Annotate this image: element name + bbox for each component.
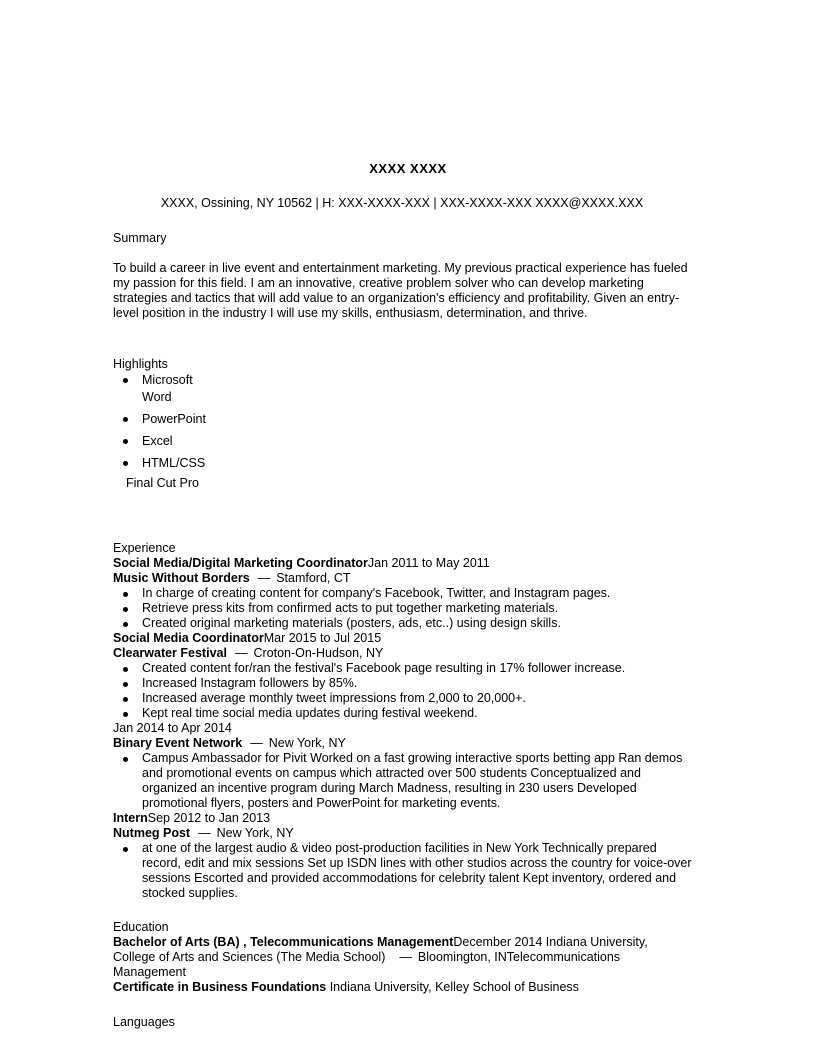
job-entry: [113, 556, 693, 631]
degree-separator: ,: [239, 935, 251, 949]
certificate-entry: [113, 980, 678, 995]
job-title: Social Media Coordinator: [113, 631, 264, 645]
job-entry: [113, 631, 693, 721]
job-dates: Jan 2011 to May 2011: [367, 556, 490, 570]
degree-details: December 2014 Indiana University, College of Arts and Sciences (The Media School): [113, 935, 648, 964]
job-bullets: [113, 661, 693, 721]
job-entry: [113, 811, 693, 901]
job-bullets: [113, 751, 693, 811]
job-dates: Mar 2015 to Jul 2015: [263, 631, 382, 645]
job-bullets: [113, 586, 693, 631]
job-entry: [113, 721, 693, 811]
experience-heading: Experience: [113, 541, 176, 555]
degree-name: Bachelor of Arts (BA): [113, 935, 240, 949]
dash-separator: —: [257, 571, 271, 585]
dash-separator: —: [399, 950, 412, 964]
dash-separator: —: [198, 826, 211, 840]
list-item: Retrieve press kits from confirmed acts to put together marketing materials.: [113, 601, 693, 616]
job-location: New York, NY: [268, 736, 346, 750]
summary-text: To build a career in live event and entertainment marketing. My previous practical experience has fueled my passion for this field. I am an innovative, creative problem solver who can develop marketing strategies and tactics that will add value to an organization's efficiency and profitability. Given an entry-level position in the industry I will use my skills, enthusiasm, determination, and thrive.: [113, 261, 688, 320]
list-item: Created original marketing materials (posters, ads, etc..) using design skills.: [113, 616, 693, 631]
job-title: Intern: [113, 811, 148, 825]
list-item: In charge of creating content for company's Facebook, Twitter, and Instagram pages.: [113, 586, 693, 601]
languages-heading: Languages: [113, 1015, 175, 1029]
degree-field: Telecommunications Management: [250, 935, 454, 949]
dash-separator: —: [250, 736, 263, 750]
highlights-heading: Highlights: [113, 357, 168, 371]
certificate-details: Indiana University, Kelley School of Business: [326, 980, 579, 994]
degree-entry: [113, 935, 678, 980]
languages-section: [113, 1015, 693, 1030]
company-name: Binary Event Network: [113, 736, 243, 750]
experience-section: [113, 541, 693, 901]
list-item: Excel: [113, 433, 693, 450]
job-dates: Jan 2014 to Apr 2014: [113, 721, 232, 735]
job-location: Stamford, CT: [276, 571, 351, 585]
company-name: Nutmeg Post: [113, 826, 191, 840]
list-item: Increased Instagram followers by 85%.: [113, 676, 693, 691]
list-item: Campus Ambassador for Pivit Worked on a fast growing interactive sports betting app Ran demos and promotional events on campus which attracted over 500 students Conceptualized and organized an incentive program during March Madness, resulting in 230 users Developed promotional flyers, posters and PowerPoint for marketing events.: [113, 751, 693, 811]
list-item: PowerPoint: [113, 411, 693, 428]
job-title: Social Media/Digital Marketing Coordinator: [113, 556, 368, 570]
job-location: New York, NY: [216, 826, 294, 840]
dash-separator: —: [234, 646, 248, 660]
list-item: Created content for/ran the festival's Facebook page resulting in 17% follower increase.: [113, 661, 693, 676]
certificate-name: Certificate in Business Foundations: [113, 980, 327, 994]
highlights-list: [113, 372, 693, 472]
degree-location: Bloomington, INTelecommunications Management: [113, 950, 621, 979]
company-name: Clearwater Festival: [113, 646, 227, 660]
job-location: Croton-On-Hudson, NY: [253, 646, 384, 660]
job-dates: Sep 2012 to Jan 2013: [147, 811, 271, 825]
highlight-extra: Final Cut Pro: [126, 476, 199, 490]
summary-heading: Summary: [113, 231, 167, 245]
list-item: HTML/CSS: [113, 455, 693, 472]
job-bullets: [113, 841, 693, 901]
highlights-section: [113, 357, 693, 491]
education-heading: Education: [113, 920, 169, 934]
company-name: Music Without Borders: [113, 571, 250, 585]
list-item: Increased average monthly tweet impressions from 2,000 to 20,000+.: [113, 691, 693, 706]
list-item: at one of the largest audio & video post-production facilities in New York Technically prepared record, edit and mix sessions Set up ISDN lines with other studios across the country for voice-over sessions Escorted and provided accommodations for celebrity talent Kept inventory, ordered and stocked supplies.: [113, 841, 693, 901]
contact-line: XXXX, Ossining, NY 10562 | H: XXX-XXXX-XXX | XXX-XXXX-XXX XXXX@XXXX.XXX: [160, 196, 644, 210]
education-section: [113, 920, 678, 995]
list-item: Microsoft Word: [113, 372, 202, 406]
list-item: Kept real time social media updates during festival weekend.: [113, 706, 693, 721]
candidate-name: XXXX XXXX: [369, 161, 447, 176]
summary-section: [113, 231, 693, 321]
